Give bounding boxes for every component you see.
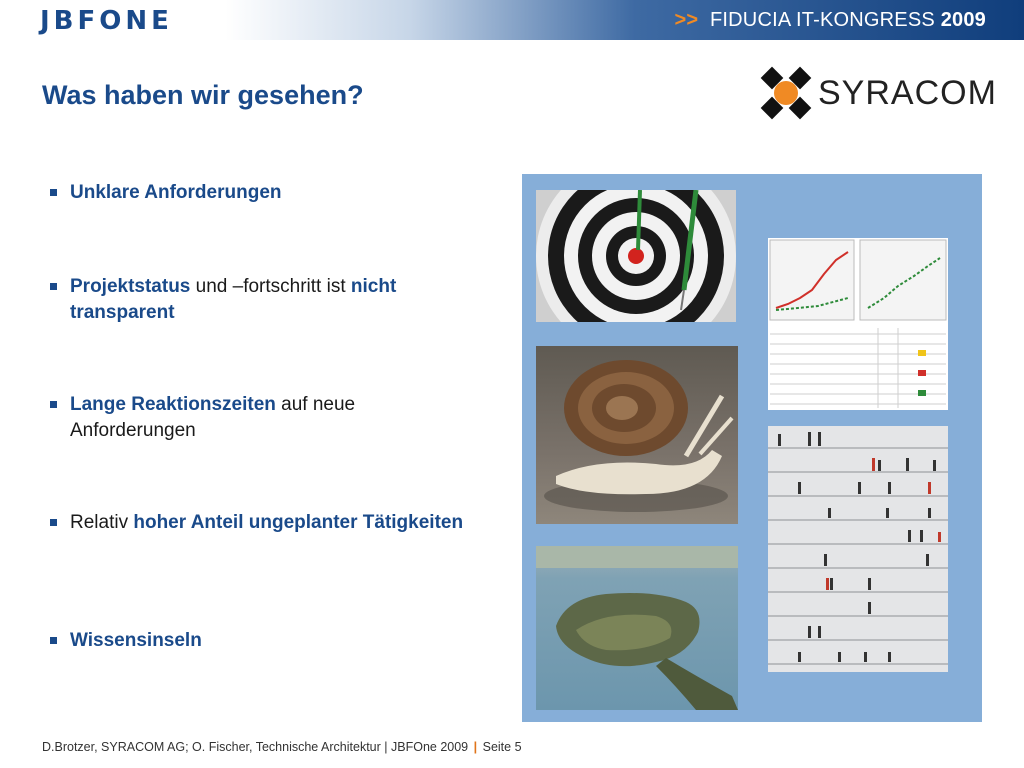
congress-banner bbox=[674, 9, 986, 32]
footer-separator-accent: | bbox=[473, 740, 478, 754]
bullet-plain: auf neue Anforderungen bbox=[70, 394, 356, 441]
bullet-bold: Projektstatus bbox=[70, 276, 191, 297]
header-bar bbox=[0, 0, 1024, 40]
jbfone-logo: JBFONE bbox=[40, 6, 173, 36]
bullet-item bbox=[50, 628, 470, 654]
bullet-text bbox=[70, 392, 470, 444]
people-steps-image bbox=[768, 426, 948, 672]
image-panel bbox=[522, 174, 982, 722]
bullet-bold: Wissensinseln bbox=[70, 630, 202, 651]
bullet-item bbox=[50, 274, 470, 326]
bullet-bold: Unklare Anforderungen bbox=[70, 182, 282, 203]
footer-separator: | bbox=[384, 740, 388, 754]
bullet-marker-icon bbox=[50, 189, 57, 196]
bullet-bold: Lange Reaktionszeiten bbox=[70, 394, 276, 415]
bullet-marker-icon bbox=[50, 401, 57, 408]
bullet-plain: und –fortschritt ist bbox=[190, 276, 351, 297]
bullet-marker-icon bbox=[50, 519, 57, 526]
dartboard-image bbox=[536, 190, 736, 322]
bullet-bold: nicht transparent bbox=[70, 276, 397, 323]
bullet-marker-icon bbox=[50, 637, 57, 644]
slide-title: Was haben wir gesehen? bbox=[42, 80, 364, 110]
footer-author: D.Brotzer, SYRACOM AG; O. Fischer, Technische Architektur bbox=[42, 740, 381, 754]
bullet-plain: Relativ bbox=[70, 512, 134, 533]
bullet-text bbox=[70, 274, 470, 326]
congress-name: FIDUCIA IT-KONGRESS bbox=[709, 9, 935, 31]
bullet-text bbox=[70, 510, 470, 536]
snail-image bbox=[536, 346, 738, 524]
congress-prefix: >> bbox=[674, 9, 699, 31]
congress-year: 2009 bbox=[940, 9, 986, 31]
footer-page: Seite 5 bbox=[482, 740, 522, 754]
bullet-item bbox=[50, 510, 470, 536]
bullet-item bbox=[50, 392, 470, 444]
syracom-mark-icon bbox=[760, 62, 812, 124]
footer bbox=[42, 740, 522, 754]
bullet-text bbox=[70, 180, 470, 206]
syracom-wordmark: SYRACOM bbox=[818, 74, 997, 112]
syracom-logo bbox=[760, 62, 997, 124]
island-aerial-image bbox=[536, 546, 738, 710]
bullet-bold: hoher Anteil ungeplanter Tätigkeiten bbox=[133, 512, 464, 533]
footer-event: JBFOne 2009 bbox=[391, 740, 469, 754]
bullet-item bbox=[50, 180, 470, 206]
spreadsheet-chart-image bbox=[768, 238, 948, 410]
bullet-text bbox=[70, 628, 470, 654]
bullet-marker-icon bbox=[50, 283, 57, 290]
